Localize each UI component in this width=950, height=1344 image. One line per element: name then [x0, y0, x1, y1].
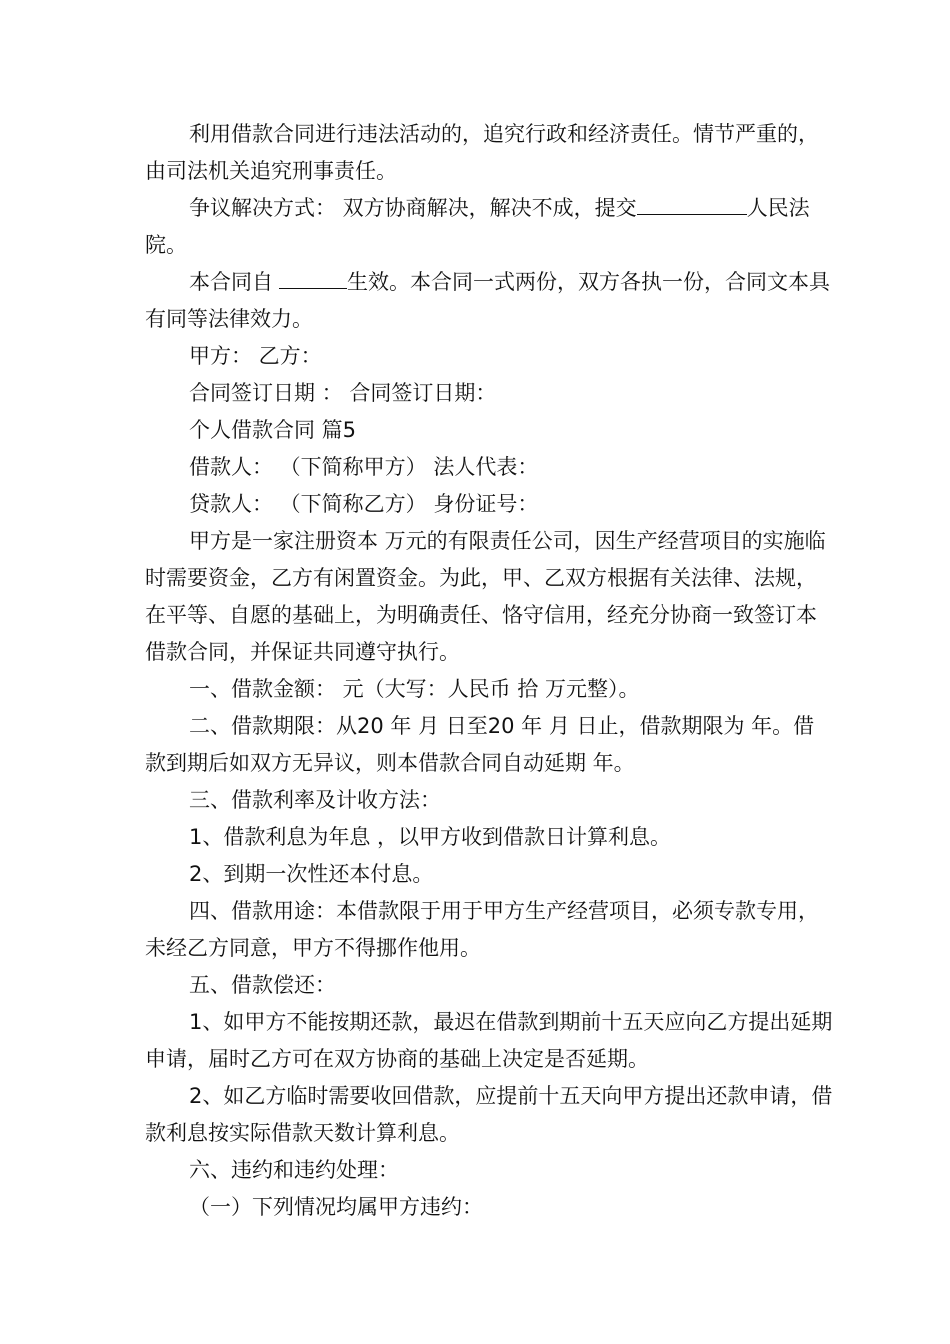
- paragraph-parties: 甲方： 乙方：: [189, 344, 322, 368]
- clause-default-heading: 六、违约和违约处理：: [189, 1158, 399, 1182]
- clause-repayment-heading: 五、借款偿还：: [189, 973, 336, 997]
- clause-interest-heading: 三、借款利率及计收方法：: [189, 788, 441, 812]
- clause-interest-item-2: 2、到期一次性还本付息。: [189, 862, 434, 886]
- effective-text-after: 生效。本合同一式两份，双方各执一份，合同文本具有同等法律效力。: [145, 270, 830, 331]
- contract-text: [145, 116, 835, 1226]
- paragraph-signing-date: 合同签订日期 ： 合同签订日期：: [189, 381, 497, 405]
- clause-interest-item-1: 1、借款利息为年息 ，以甲方收到借款日计算利息。: [189, 825, 672, 849]
- paragraph-dispute-resolution: [145, 190, 835, 264]
- dispute-text-after: 人民法院。: [145, 196, 810, 257]
- effective-text-before: 本合同自: [189, 270, 273, 294]
- clause-loan-amount: 一、借款金额： 元（大写：人民币 拾 万元整）。: [189, 677, 640, 701]
- paragraph-legal-liability: 利用借款合同进行违法活动的，追究行政和经济责任。情节严重的，由司法机关追究刑事责任。: [145, 122, 819, 183]
- paragraph-lender: 贷款人： （下简称乙方） 身份证号：: [189, 492, 539, 516]
- clause-repayment-item-2: 2、如乙方临时需要收回借款，应提前十五天向甲方提出还款申请，借款利息按实际借款天数计算利息。: [145, 1084, 833, 1145]
- paragraph-effective-date: [145, 264, 835, 338]
- paragraph-borrower: 借款人： （下简称甲方） 法人代表：: [189, 455, 539, 479]
- section-title: 个人借款合同 篇5: [189, 418, 357, 442]
- court-name-blank: [637, 192, 747, 215]
- clause-loan-purpose: 四、借款用途：本借款限于用于甲方生产经营项目，必须专款专用，未经乙方同意，甲方不得挪作他用。: [145, 899, 819, 960]
- dispute-text-before: 争议解决方式： 双方协商解决，解决不成，提交: [189, 196, 637, 220]
- clause-default-sub-1: （一）下列情况均属甲方违约：: [189, 1195, 483, 1219]
- clause-repayment-item-1: 1、如甲方不能按期还款，最迟在借款到期前十五天应向乙方提出延期申请，届时乙方可在双方协商的基础上决定是否延期。: [145, 1010, 833, 1071]
- effective-date-blank: [279, 266, 347, 289]
- clause-loan-term: 二、借款期限：从20 年 月 日至20 年 月 日止，借款期限为 年。借款到期后如双方无异议，则本借款合同自动延期 年。: [145, 714, 815, 775]
- paragraph-preamble: 甲方是一家注册资本 万元的有限责任公司，因生产经营项目的实施临时需要资金，乙方有闲置资金。为此，甲、乙双方根据有关法律、法规，在平等、自愿的基础上，为明确责任、恪守信用，经充分协商一致签订本借款合同，并保证共同遵守执行。: [145, 529, 826, 664]
